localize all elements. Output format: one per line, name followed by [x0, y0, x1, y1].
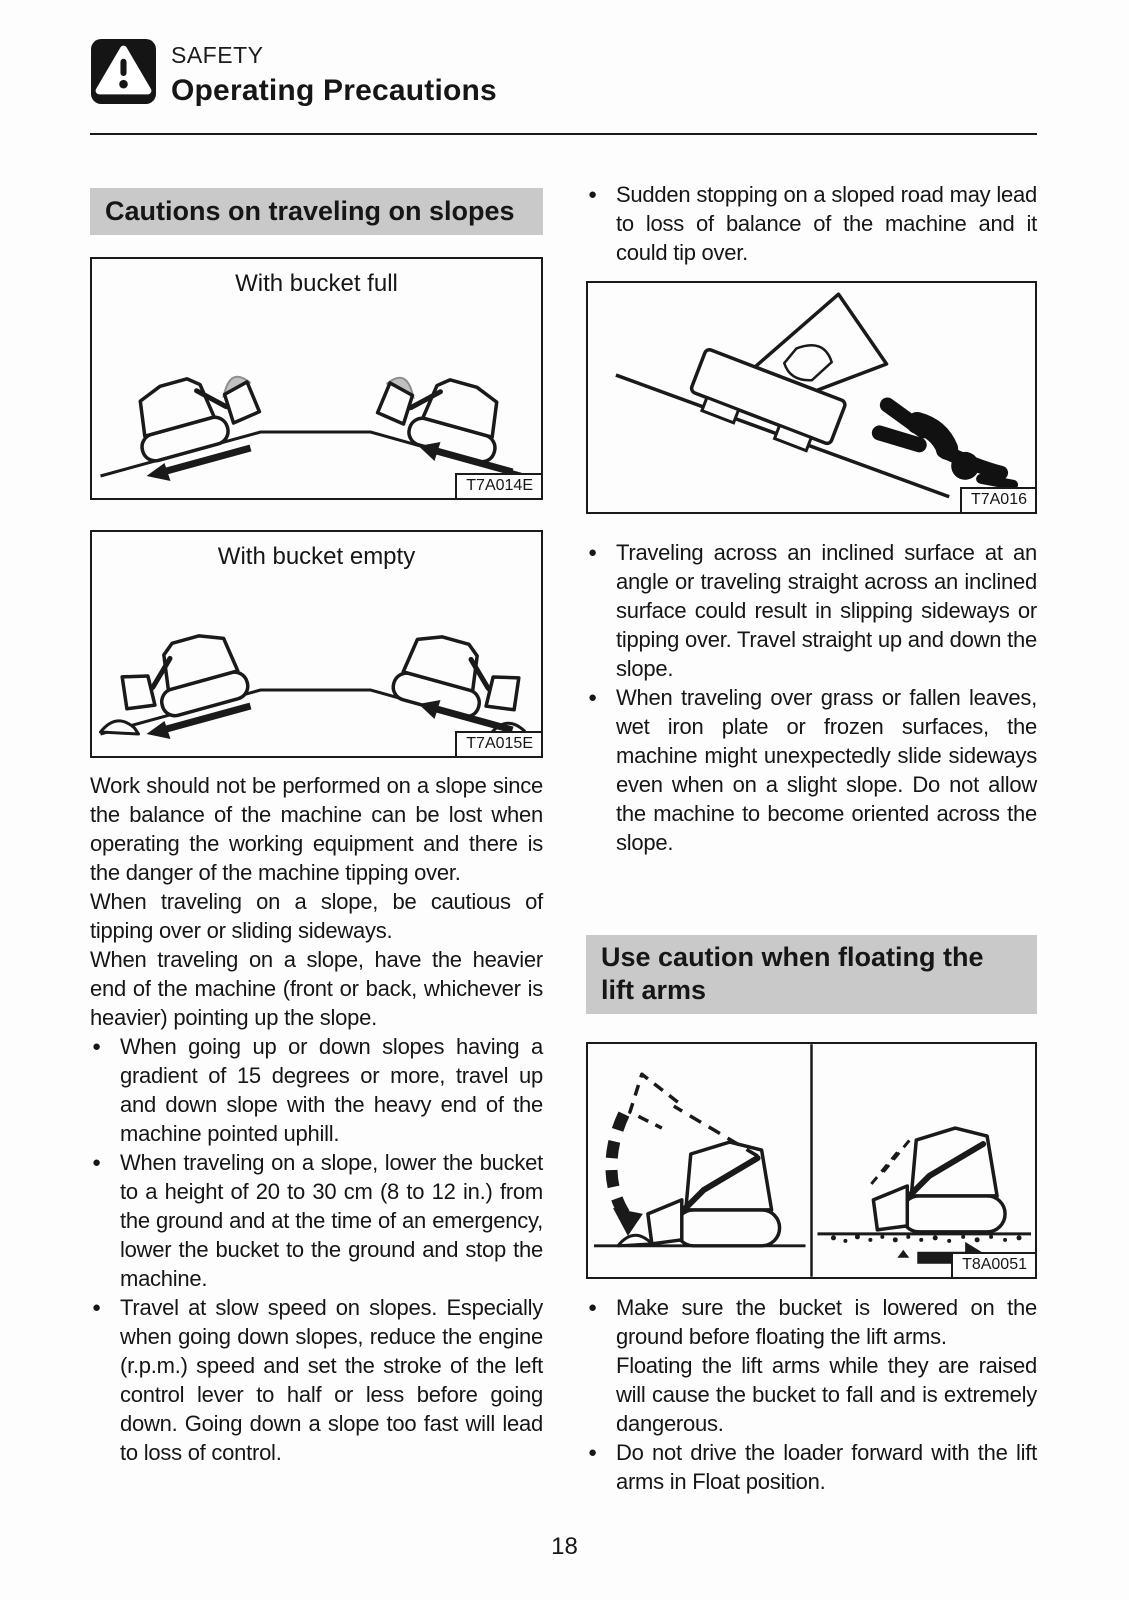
float-precautions-list [586, 1293, 1037, 1496]
page-header [171, 42, 497, 108]
arms-falling-panel [594, 1074, 806, 1246]
header-divider [90, 133, 1037, 135]
tipping-machine [685, 283, 904, 466]
down-arrow-icon [613, 1208, 643, 1236]
paragraph: When traveling on a slope, have the heavier end of the machine (front or back, whichever is heavier) pointing up the slope. [90, 947, 543, 1030]
slope-warning-list-mid [586, 538, 1037, 857]
list-item [586, 1293, 1037, 1438]
list-item: ● Traveling across an inclined surface at an angle or traveling straight across an inclined surface could result in slipping sideways or tipping over. Travel straight up and down the slope. [586, 538, 1037, 683]
paragraph: When traveling on a slope, be cautious of tipping over or sliding sideways. [90, 889, 543, 943]
slope-precautions-list [90, 1032, 543, 1467]
figure-id: T7A016 [960, 487, 1035, 512]
list-item: ● Sudden stopping on a sloped road may lead to loss of balance of the machine and it could tip over. [586, 180, 1037, 267]
paragraph: Work should not be performed on a slope since the balance of the machine can be lost when operating the working equipment and there is the danger of the machine tipping over. [90, 773, 543, 885]
float-lift-arms-illustration [588, 1044, 1035, 1277]
list-item-line: ● Make sure the bucket is lowered on the ground before floating the lift arms. [616, 1295, 1037, 1349]
figure-id: T8A0051 [951, 1252, 1035, 1277]
list-item: ● When traveling over grass or fallen leaves, wet iron plate or frozen surfaces, the machine might unexpectedly slide sideways even when on a slight slope. Do not allow the machine to become oriented across the slope. [586, 683, 1037, 857]
section-heading-slopes: Cautions on traveling on slopes [90, 188, 543, 235]
figure-caption: With bucket full [235, 270, 398, 297]
figure-id: T7A014E [455, 473, 541, 498]
slope-travel-bucket-full-illustration [92, 322, 541, 498]
list-item: ● When traveling on a slope, lower the bucket to a height of 20 to 30 cm (8 to 12 in.) from the ground and at the time of an emergency, lower the bucket to the ground and stop the machine. [90, 1148, 543, 1293]
list-item-line: Floating the lift arms while they are raised will cause the bucket to fall and is extremely dangerous. [616, 1353, 1037, 1436]
figure-caption: With bucket empty [217, 543, 416, 570]
page-title: Operating Precautions [171, 74, 497, 107]
list-item: ● Do not drive the loader forward with the lift arms in Float position. [586, 1438, 1037, 1496]
figure-float-arms [586, 1042, 1037, 1279]
section-heading-float: Use caution when floating the lift arms [586, 935, 1037, 1014]
chapter-label: SAFETY [171, 42, 264, 68]
page-number: 18 [551, 1533, 578, 1560]
figure-tipover [586, 281, 1037, 514]
falling-person-icon [879, 405, 1013, 485]
warning-triangle-icon [90, 38, 157, 105]
list-item: ● Travel at slow speed on slopes. Especially when going down slopes, reduce the engine (r.p.m.) speed and set the stroke of the left control lever to half or less before going down. Going down a slope too fast will lead to loss of control. [90, 1293, 543, 1467]
figure-bucket-full [90, 257, 543, 500]
figure-id: T7A015E [455, 731, 541, 756]
right-column [586, 180, 1037, 1496]
left-column [90, 188, 543, 1467]
slope-warning-list-top [586, 180, 1037, 267]
figure-bucket-empty [90, 530, 543, 758]
machine-tipover-illustration [588, 283, 1035, 512]
list-item: ● When going up or down slopes having a gradient of 15 degrees or more, travel up and down slope with the heavy end of the machine pointed uphill. [90, 1032, 543, 1148]
